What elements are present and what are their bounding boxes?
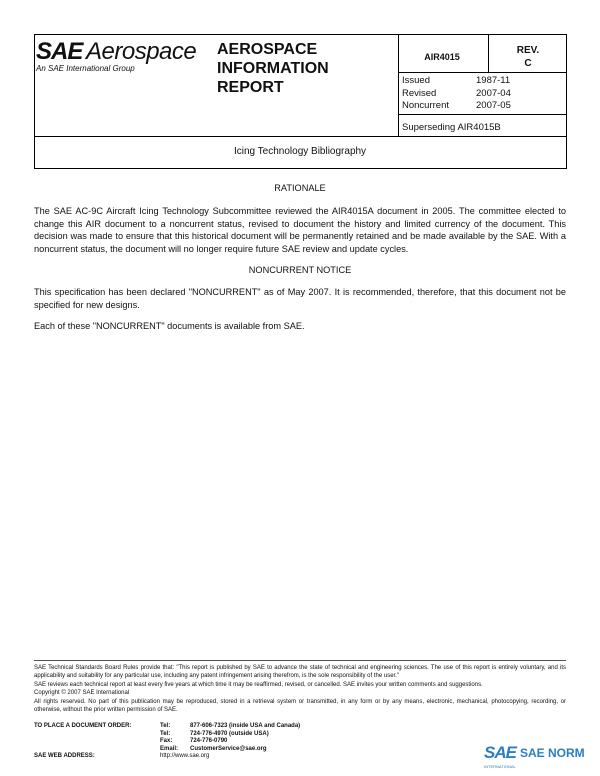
noncurrent-text: This specification has been declared "NONCURRENT" as of May 2007. It is recommended, therefore, that this document not be specified for new designs. bbox=[34, 287, 566, 310]
header-right-border bbox=[566, 34, 567, 136]
contact-type: Tel: bbox=[160, 723, 171, 729]
title-line: AEROSPACE bbox=[217, 41, 318, 58]
docnum-divider bbox=[398, 72, 566, 73]
footer-paragraph: All rights reserved. No part of this publication may be reproduced, stored in a retrieval system or transmitted, in any form or by any means, electronic, mechanical, photocopying, recording, or otherwise, without the prior written permission of SAE. bbox=[34, 698, 566, 714]
contact-row bbox=[34, 731, 300, 739]
contact-value: 724-776-4970 (outside USA) bbox=[190, 730, 269, 737]
date-label: Noncurrent bbox=[402, 100, 449, 111]
date-row bbox=[402, 100, 511, 113]
order-contact bbox=[34, 723, 300, 761]
footer-legal bbox=[34, 664, 566, 714]
date-row bbox=[402, 75, 511, 88]
header-divider bbox=[398, 34, 399, 136]
web-link[interactable]: http://www.sae.org bbox=[160, 753, 210, 760]
footer-divider bbox=[34, 660, 566, 661]
contact-value: 877-606-7323 (inside USA and Canada) bbox=[190, 723, 301, 729]
footer-paragraph: Copyright © 2007 SAE International bbox=[34, 690, 130, 697]
watermark-subtext: INTERNATIONAL bbox=[484, 764, 516, 769]
header-left-border bbox=[34, 34, 35, 136]
date-row bbox=[402, 88, 511, 101]
rev-value: C bbox=[524, 58, 532, 69]
footer-paragraph: SAE Technical Standards Board Rules provide that: "This report is published by SAE to advance the state of technical and engineering sciences. The use of this report is entirely voluntary, and its applicability and suitability for any particular use, including any patent infringement arising therefrom, is the sole responsibility of the user." bbox=[34, 665, 566, 680]
superseding-text: Superseding AIR4015B bbox=[402, 122, 501, 133]
rev-divider bbox=[488, 34, 489, 72]
report-type-title bbox=[217, 40, 397, 97]
contact-type: Tel: bbox=[160, 730, 171, 737]
order-label: TO PLACE A DOCUMENT ORDER: bbox=[34, 723, 132, 729]
date-label: Issued bbox=[402, 75, 430, 86]
date-value: 1987-11 bbox=[476, 75, 511, 86]
superseding-divider bbox=[398, 114, 566, 115]
contact-type: Email: bbox=[160, 745, 179, 752]
footer-paragraph: SAE reviews each technical report at least every five years at which time it may be reaffirmed, revised, or cancelled. SAE invites your written comments and suggestions. bbox=[34, 681, 483, 688]
date-label: Revised bbox=[402, 87, 437, 99]
title-line: INFORMATION bbox=[217, 60, 329, 77]
watermark-text: SAE NORM bbox=[520, 746, 585, 760]
rationale-text: The SAE AC-9C Aircraft Icing Technology Subcommittee reviewed the AIR4015A document in 2005. The committee elected to change this AIR document to a noncurrent status, revised to document the history and limited currency of the document. This decision was made to ensure that this historical document will be permanently retained and be made available by the SAE. With a noncurrent status, the document will no longer require future SAE review and update cycles. bbox=[34, 206, 566, 254]
date-value: 2007-05 bbox=[476, 100, 511, 111]
email-link[interactable]: CustomerService@sae.org bbox=[190, 745, 267, 752]
logo-subtitle: An SAE International Group bbox=[36, 64, 135, 73]
date-value: 2007-04 bbox=[476, 87, 511, 99]
contact-row bbox=[34, 746, 300, 754]
title-bottom-border bbox=[34, 168, 567, 169]
aerospace-logo-text: Aerospace bbox=[86, 38, 197, 65]
rationale-heading: RATIONALE bbox=[274, 183, 326, 193]
document-title: Icing Technology Bibliography bbox=[233, 146, 367, 157]
contact-value: 724-776-0790 bbox=[190, 738, 228, 745]
contact-row bbox=[34, 723, 300, 731]
web-label: SAE WEB ADDRESS: bbox=[34, 753, 95, 760]
availability-text: Each of these "NONCURRENT" documents is available from SAE. bbox=[34, 321, 305, 331]
contact-row bbox=[34, 753, 300, 761]
contact-row bbox=[34, 738, 300, 746]
watermark-logo: SAE bbox=[484, 743, 516, 762]
revision-block bbox=[490, 44, 566, 70]
sae-logo: SAE bbox=[36, 38, 83, 65]
rev-label: REV. bbox=[516, 45, 540, 56]
date-table bbox=[402, 75, 511, 113]
noncurrent-heading: NONCURRENT NOTICE bbox=[248, 265, 352, 275]
document-number: AIR4015 bbox=[424, 52, 460, 62]
contact-type: Fax: bbox=[160, 738, 173, 745]
title-line: REPORT bbox=[217, 79, 284, 96]
